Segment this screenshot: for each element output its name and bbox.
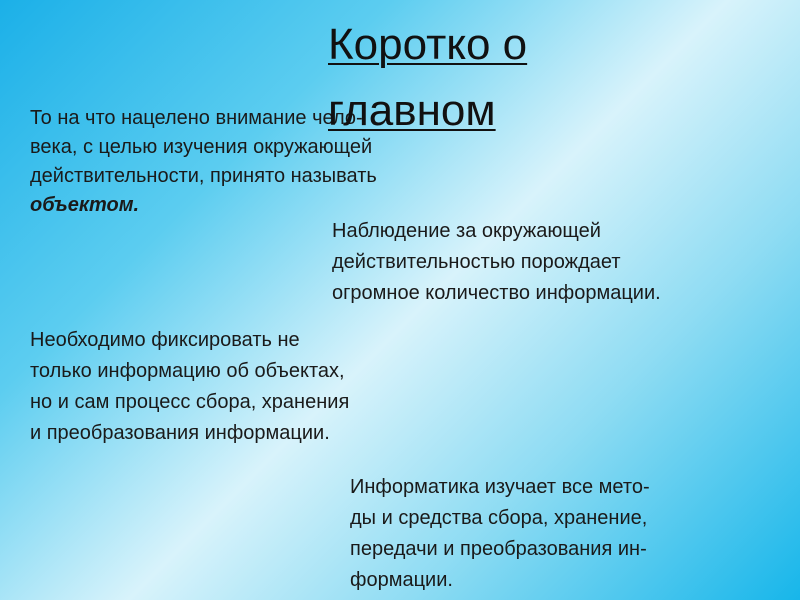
informatics-line-2: ды и средства сбора, хранение,: [350, 507, 648, 529]
object-definition-line-3: действительности, принято называть: [30, 165, 377, 187]
slide-title: Коротко о главном: [328, 20, 528, 135]
fixation-line-1: Необходимо фиксировать не: [30, 329, 300, 351]
fixation-line-3: но и сам процесс сбора, хранения: [30, 391, 350, 413]
informatics-line-3: передачи и преобразования ин-: [350, 538, 647, 560]
informatics-line-4: формации.: [350, 569, 453, 591]
observation-text: [332, 216, 792, 309]
object-definition-line-2: века, с целью изучения окружающей: [30, 136, 373, 158]
observation-line-1: Наблюдение за окружающей: [332, 220, 601, 242]
informatics-text: [350, 472, 790, 596]
fixation-line-2: только информацию об объектах,: [30, 360, 345, 382]
object-definition-line-1: То на что нацелено внимание чело-: [30, 107, 363, 129]
object-term-emphasis: объектом.: [30, 194, 140, 216]
observation-line-3: огромное количество информации.: [332, 282, 661, 304]
fixation-line-4: и преобразования информации.: [30, 422, 330, 444]
observation-line-2: действительностью порождает: [332, 251, 621, 273]
informatics-line-1: Информатика изучает все мето-: [350, 476, 650, 498]
fixation-text: [30, 325, 470, 449]
